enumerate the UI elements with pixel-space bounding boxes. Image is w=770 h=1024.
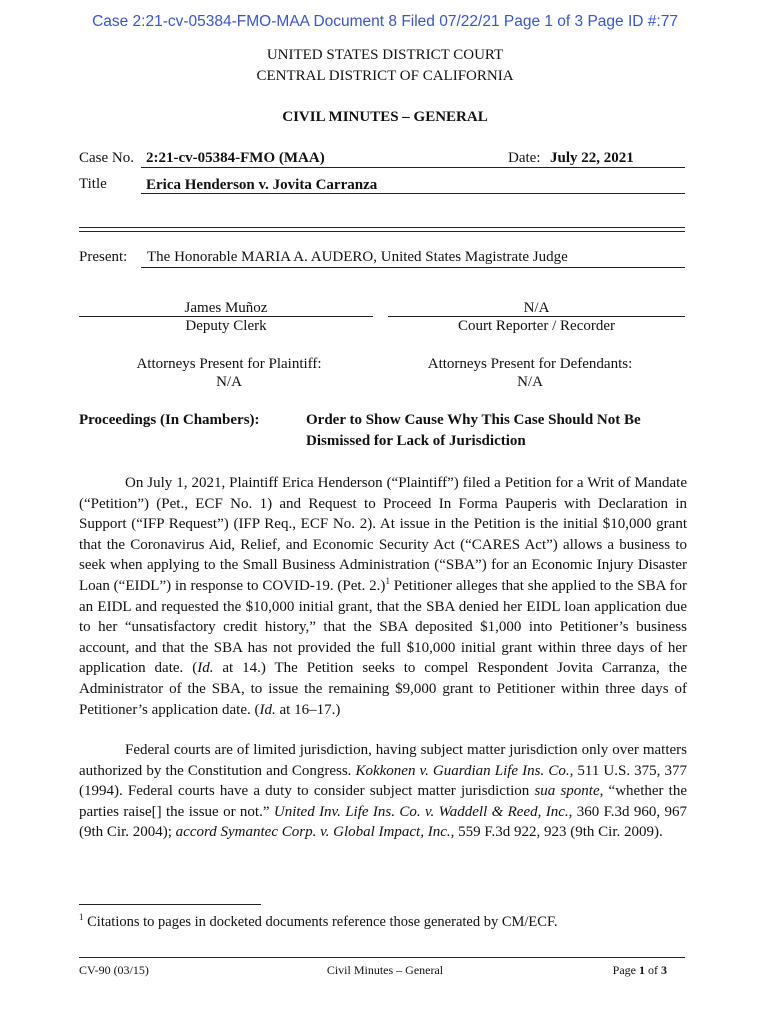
- court-reporter-name: N/A: [523, 300, 550, 316]
- present-label: Present:: [79, 249, 128, 265]
- proceedings-title-line2: Dismissed for Lack of Jurisdiction: [306, 433, 526, 449]
- deputy-clerk-role: Deputy Clerk: [185, 318, 267, 334]
- divider-rule: [79, 231, 685, 232]
- plaintiff-attorneys-label: Attorneys Present for Plaintiff:: [136, 356, 322, 372]
- form-title: CIVIL MINUTES – GENERAL: [282, 109, 488, 125]
- date-value: July 22, 2021: [550, 150, 634, 166]
- case-no-label: Case No.: [79, 150, 134, 166]
- title-label: Title: [79, 176, 107, 192]
- proceedings-title-line1: Order to Show Cause Why This Case Should Not Be: [306, 412, 641, 428]
- case-no-underline: [141, 167, 685, 168]
- footer-rule: [79, 957, 685, 958]
- footnote-separator: [79, 904, 261, 905]
- case-number: 2:21-cv-05384-FMO (MAA): [146, 150, 325, 166]
- date-label: Date:: [508, 150, 541, 166]
- page-indicator: Page 1 of 3: [612, 963, 667, 977]
- defendant-attorneys-value: N/A: [517, 374, 543, 390]
- order-body: [79, 473, 687, 720]
- paragraph-1: On July 1, 2021, Plaintiff Erica Henderson (“Plaintiff”) filed a Petition for a Writ of Mandate (“Petition”) (Pet., ECF No. 1) and Request to Proceed In Forma Pauperis with Declaration in Support (“IFP Request”) (IFP Req., ECF No. 2). At issue in the Petition is the initial $10,000 grant that the Coronavirus Aid, Relief, and Economic Security Act (“CARES Act”) allows a business to seek when applying to the Small Business Administration (“SBA”) for an Economic Injury Disaster Loan (“EIDL”) in response to COVID-19. (Pet. 2.)$^1$ Petitioner alleges that she applied to the SBA for an EIDL and requested the $10,000 initial grant, that the SBA denied her EIDL loan application due to her “unsatisfactory credit history,” that the SBA deposited $1,000 into Petitioner’s business account, and that the SBA has not provided the full $10,000 initial grant within three days of her application date. (Id. at 14.) The Petition seeks to compel Respondent Jovita Carranza, the Administrator of the SBA, to issue the remaining $9,000 grant to Petitioner within three days of Petitioner’s application date. (Id. at 16–17.): [79, 475, 687, 718]
- presiding-judge: The Honorable MARIA A. AUDERO, United States Magistrate Judge: [147, 249, 568, 265]
- plaintiff-attorneys-value: N/A: [216, 374, 242, 390]
- title-underline: [141, 193, 685, 194]
- present-underline: [141, 267, 685, 268]
- court-reporter-role: Court Reporter / Recorder: [457, 318, 616, 334]
- proceedings-label: Proceedings (In Chambers):: [79, 412, 260, 428]
- docket-header-stamp: Case 2:21-cv-05384-FMO-MAA Document 8 Filed 07/22/21 Page 1 of 3 Page ID #:77: [92, 13, 678, 30]
- deputy-clerk-name: James Muñoz: [184, 300, 268, 316]
- defendant-attorneys-label: Attorneys Present for Defendants:: [427, 356, 633, 372]
- clerk-signature-line: [79, 316, 373, 317]
- reporter-signature-line: [388, 316, 685, 317]
- court-name: UNITED STATES DISTRICT COURT: [266, 47, 504, 63]
- divider-rule: [79, 227, 685, 228]
- footnote-ref: 1: [385, 575, 390, 586]
- court-district: CENTRAL DISTRICT OF CALIFORNIA: [256, 68, 514, 84]
- form-number: CV-90 (03/15): [79, 963, 149, 977]
- case-title: Erica Henderson v. Jovita Carranza: [146, 177, 378, 193]
- paragraph-2: Federal courts are of limited jurisdiction, having subject matter jurisdiction only over matters authorized by the Constitution and Congress. Kokkonen v. Guardian Life Ins. Co., 511 U.S. 375, 377 (1994). Federal courts have a duty to consider subject matter jurisdiction sua sponte, “whether the parties raise[] the issue or not.” United Inv. Life Ins. Co. v. Waddell & Reed, Inc., 360 F.3d 960, 967 (9th Cir. 2004); accord Symantec Corp. v. Global Impact, Inc., 559 F.3d 922, 923 (9th Cir. 2009).: [79, 742, 687, 841]
- footnote: $^1$ Citations to pages in docketed documents reference those generated by CM/ECF.: [79, 912, 558, 930]
- footer-title: Civil Minutes – General: [326, 963, 444, 977]
- order-body-2: [79, 740, 687, 843]
